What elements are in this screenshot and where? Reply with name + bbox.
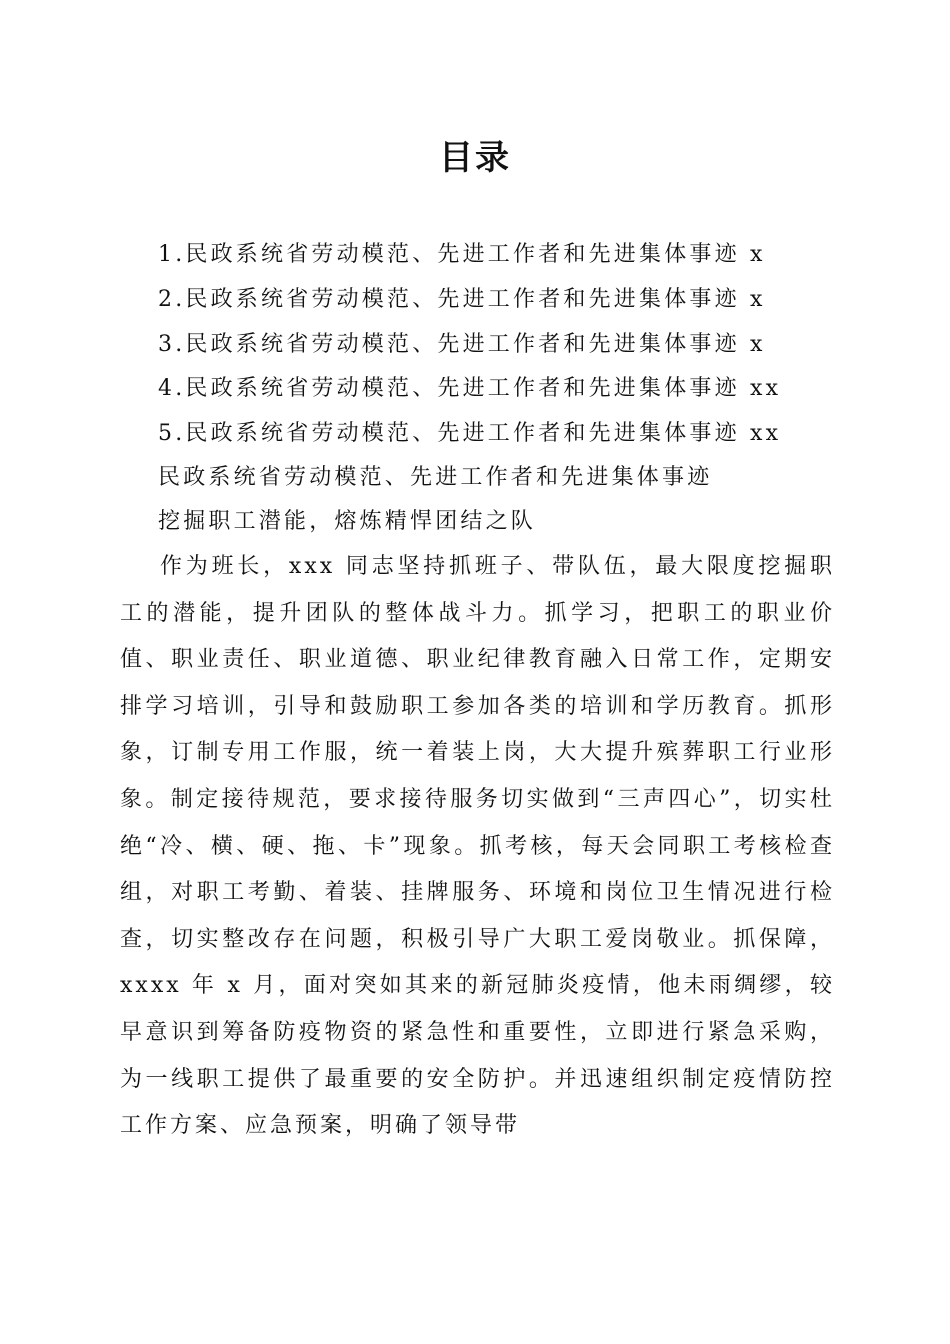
body-paragraph: 作为班长，xxx 同志坚持抓班子、带队伍，最大限度挖掘职工的潜能，提升团队的整体战斗力。抓学习，把职工的职业价值、职业责任、职业道德、职业纪律教育融入日常工作，定期安排学习培训，引导和鼓励职工参加各类的培训和学历教育。抓形象，订制专用工作服，统一着装上岗，大大提升殡葬职工行业形象。制定接待规范，要求接待服务切实做到“三声四心”，切实杜绝“冷、横、硬、拖、卡”现象。抓考核，每天会同职工考核检查组，对职工考勤、着装、挂牌服务、环境和岗位卫生情况进行检查，切实整改存在问题，积极引导广大职工爱岗敬业。抓保障，xxxx 年 x 月，面对突如其来的新冠肺炎疫情，他未雨绸缪，较早意识到筹备防疫物资的紧急性和重要性，立即进行紧急采购，为一线职工提供了最重要的安全防护。并迅速组织制定疫情防控工作方案、应急预案，明确了领导带 [120, 554, 835, 1139]
toc-item-2[interactable]: 2.民政系统省劳动模范、先进工作者和先进集体事迹 x [158, 286, 766, 312]
table-of-contents [158, 233, 858, 457]
section-heading: 民政系统省劳动模范、先进工作者和先进集体事迹 [158, 465, 713, 490]
page-title: 目录 [439, 138, 511, 178]
toc-item-3[interactable]: 3.民政系统省劳动模范、先进工作者和先进集体事迹 x [158, 331, 766, 357]
toc-item-1[interactable]: 1.民政系统省劳动模范、先进工作者和先进集体事迹 x [158, 242, 766, 267]
subheading: 挖掘职工潜能，熔炼精悍团结之队 [158, 509, 537, 534]
toc-item-5[interactable]: 5.民政系统省劳动模范、先进工作者和先进集体事迹 xx [158, 421, 782, 447]
toc-item-4[interactable]: 4.民政系统省劳动模范、先进工作者和先进集体事迹 xx [158, 376, 782, 402]
